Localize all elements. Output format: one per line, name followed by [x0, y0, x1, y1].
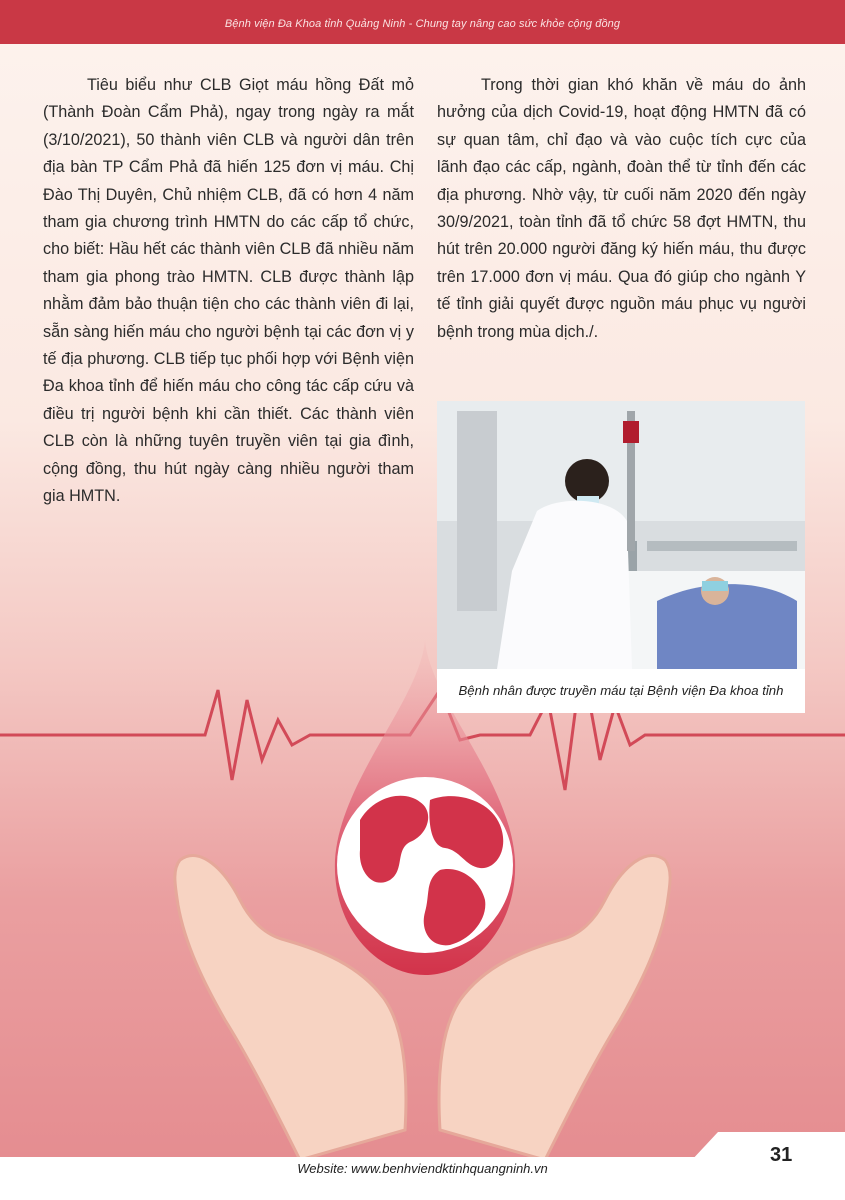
article-column-left	[43, 72, 414, 511]
website-url: Website: www.benhviendktinhquangninh.vn	[297, 1161, 548, 1176]
photo-caption: Bệnh nhân được truyền máu tại Bệnh viện Đa khoa tỉnh	[458, 683, 784, 698]
article-column-right	[437, 72, 806, 346]
photo-illustration	[437, 401, 805, 669]
hospital-photo	[437, 401, 805, 669]
running-header: Bệnh viện Đa Khoa tỉnh Quảng Ninh - Chung tay nâng cao sức khỏe cộng đồng	[224, 18, 621, 30]
globe-icon	[337, 777, 513, 953]
photo-figure	[437, 401, 805, 713]
article-paragraph: Trong thời gian khó khăn về máu do ảnh hưởng của dịch Covid-19, hoạt động HMTN đã có sự quan tâm, chỉ đạo và vào cuộc tích cực của lãnh đạo các cấp, ngành, đoàn thể từ tỉnh đến các địa phương. Nhờ vậy, từ cuối năm 2020 đến ngày 30/9/2021, toàn tỉnh đã tổ chức 58 đợt HMTN, thu hút trên 20.000 người đăng ký hiến máu, thu được trên 17.000 đơn vị máu. Qua đó giúp cho ngành Y tế tỉnh giải quyết được nguồn máu phục vụ người bệnh trong mùa dịch./.	[437, 76, 806, 341]
article-paragraph: Tiêu biểu như CLB Giọt máu hồng Đất mỏ (Thành Đoàn Cẩm Phả), ngay trong ngày ra mắt (3/10/2021), 50 thành viên CLB và người dân trên địa bàn TP Cẩm Phả đã hiến 125 đơn vị máu. Chị Đào Thị Duyên, Chủ nhiệm CLB, đã có hơn 4 năm tham gia chương trình HMTN do các cấp tổ chức, cho biết: Hầu hết các thành viên CLB đã nhiều năm tham gia phong trào HMTN. CLB được thành lập nhằm đảm bảo thuận tiện cho các thành viên đi lại, sẵn sàng hiến máu cho người bệnh tại các đơn vị y tế địa phương. CLB tiếp tục phối hợp với Bệnh viện Đa khoa tỉnh để hiến máu cho công tác cấp cứu và điều trị người bệnh khi cần thiết. Các thành viên CLB còn là những tuyên truyền viên tại gia đình, cộng đồng, thu hút ngày càng nhiều người tham gia HMTN.	[43, 76, 414, 506]
page-number: 31	[770, 1144, 793, 1166]
